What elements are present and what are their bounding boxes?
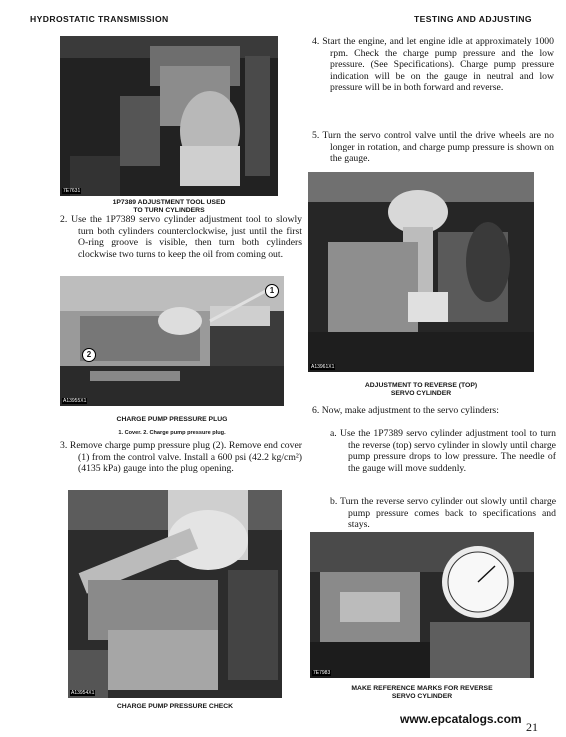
photo-reference-tag: 7E7631 xyxy=(63,188,81,194)
caption-line: MAKE REFERENCE MARKS FOR REVERSE xyxy=(351,685,493,692)
photo-adjustment-tool xyxy=(60,36,278,196)
photo-reference-tag: A13961X1 xyxy=(311,364,335,370)
header-title-right: TESTING AND ADJUSTING xyxy=(413,14,532,24)
photo-charge-pump-plug xyxy=(60,276,284,406)
photo-reverse-servo-adjustment xyxy=(308,172,534,372)
figure-caption xyxy=(308,382,534,398)
step-6-text: 6. Now, make adjustment to the servo cylinders: xyxy=(312,405,499,416)
figure-caption: CHARGE PUMP PRESSURE CHECK xyxy=(116,703,234,710)
caption-line: 1P7389 ADJUSTMENT TOOL USED xyxy=(112,199,226,206)
photo-reference-tag: A13954X1 xyxy=(71,690,95,696)
figure-caption xyxy=(60,199,278,215)
website-watermark[interactable]: www.epcatalogs.com xyxy=(400,712,522,726)
page-number: 21 xyxy=(526,720,538,734)
photo-reference-tag: 7E7983 xyxy=(313,670,331,676)
step-3-text: 3. Remove charge pump pressure plug (2). Remove end cover (1) from the control valve. Install a 600 psi (42.2 kg/cm²) (4135 kPa) gauge into the plug opening. xyxy=(60,440,302,475)
header-title-left: HYDROSTATIC TRANSMISSION xyxy=(30,14,169,24)
photo-reference-tag: A13955X1 xyxy=(63,398,87,404)
figure-caption xyxy=(310,685,534,701)
callout-1: 1 xyxy=(265,284,279,298)
figure-caption: CHARGE PUMP PRESSURE PLUG xyxy=(116,416,228,423)
photo-reference-marks xyxy=(310,532,534,678)
step-6b-text: b. Turn the reverse servo cylinder out slowly until charge pump pressure comes back to specifications and stays. xyxy=(330,496,556,531)
caption-line: ADJUSTMENT TO REVERSE (TOP) xyxy=(364,382,478,389)
step-2-text: 2. Use the 1P7389 servo cylinder adjustment tool to slowly turn both cylinders counterclockwise, just until the first O-ring groove is visible, then turn both cylinders clockwise two turns to keep the oil from coming out. xyxy=(60,214,302,260)
step-4-text: 4. Start the engine, and let engine idle at approximately 1000 rpm. Check the charge pump pressure and the low pressure. (See Specifications). Charge pump pressure indication will be on the gauge in neutral and low pressure will be in both forward and reverse. xyxy=(312,36,554,94)
step-5-text: 5. Turn the servo control valve until the drive wheels are no longer in rotation, and charge pump pressure is shown on the gauge. xyxy=(312,130,554,165)
caption-line: TO TURN CYLINDERS xyxy=(133,207,205,214)
callout-2: 2 xyxy=(82,348,96,362)
photo-pressure-check xyxy=(68,490,282,698)
caption-line: SERVO CYLINDER xyxy=(391,693,453,700)
figure-legend: 1. Cover. 2. Charge pump pressure plug. xyxy=(118,430,226,436)
caption-line: SERVO CYLINDER xyxy=(390,390,452,397)
step-6a-text: a. Use the 1P7389 servo cylinder adjustment tool to turn the reverse (top) servo cylinder in slowly until charge pump pressure drops to low pressure. The needle of the gauge will move suddenly. xyxy=(330,428,556,474)
